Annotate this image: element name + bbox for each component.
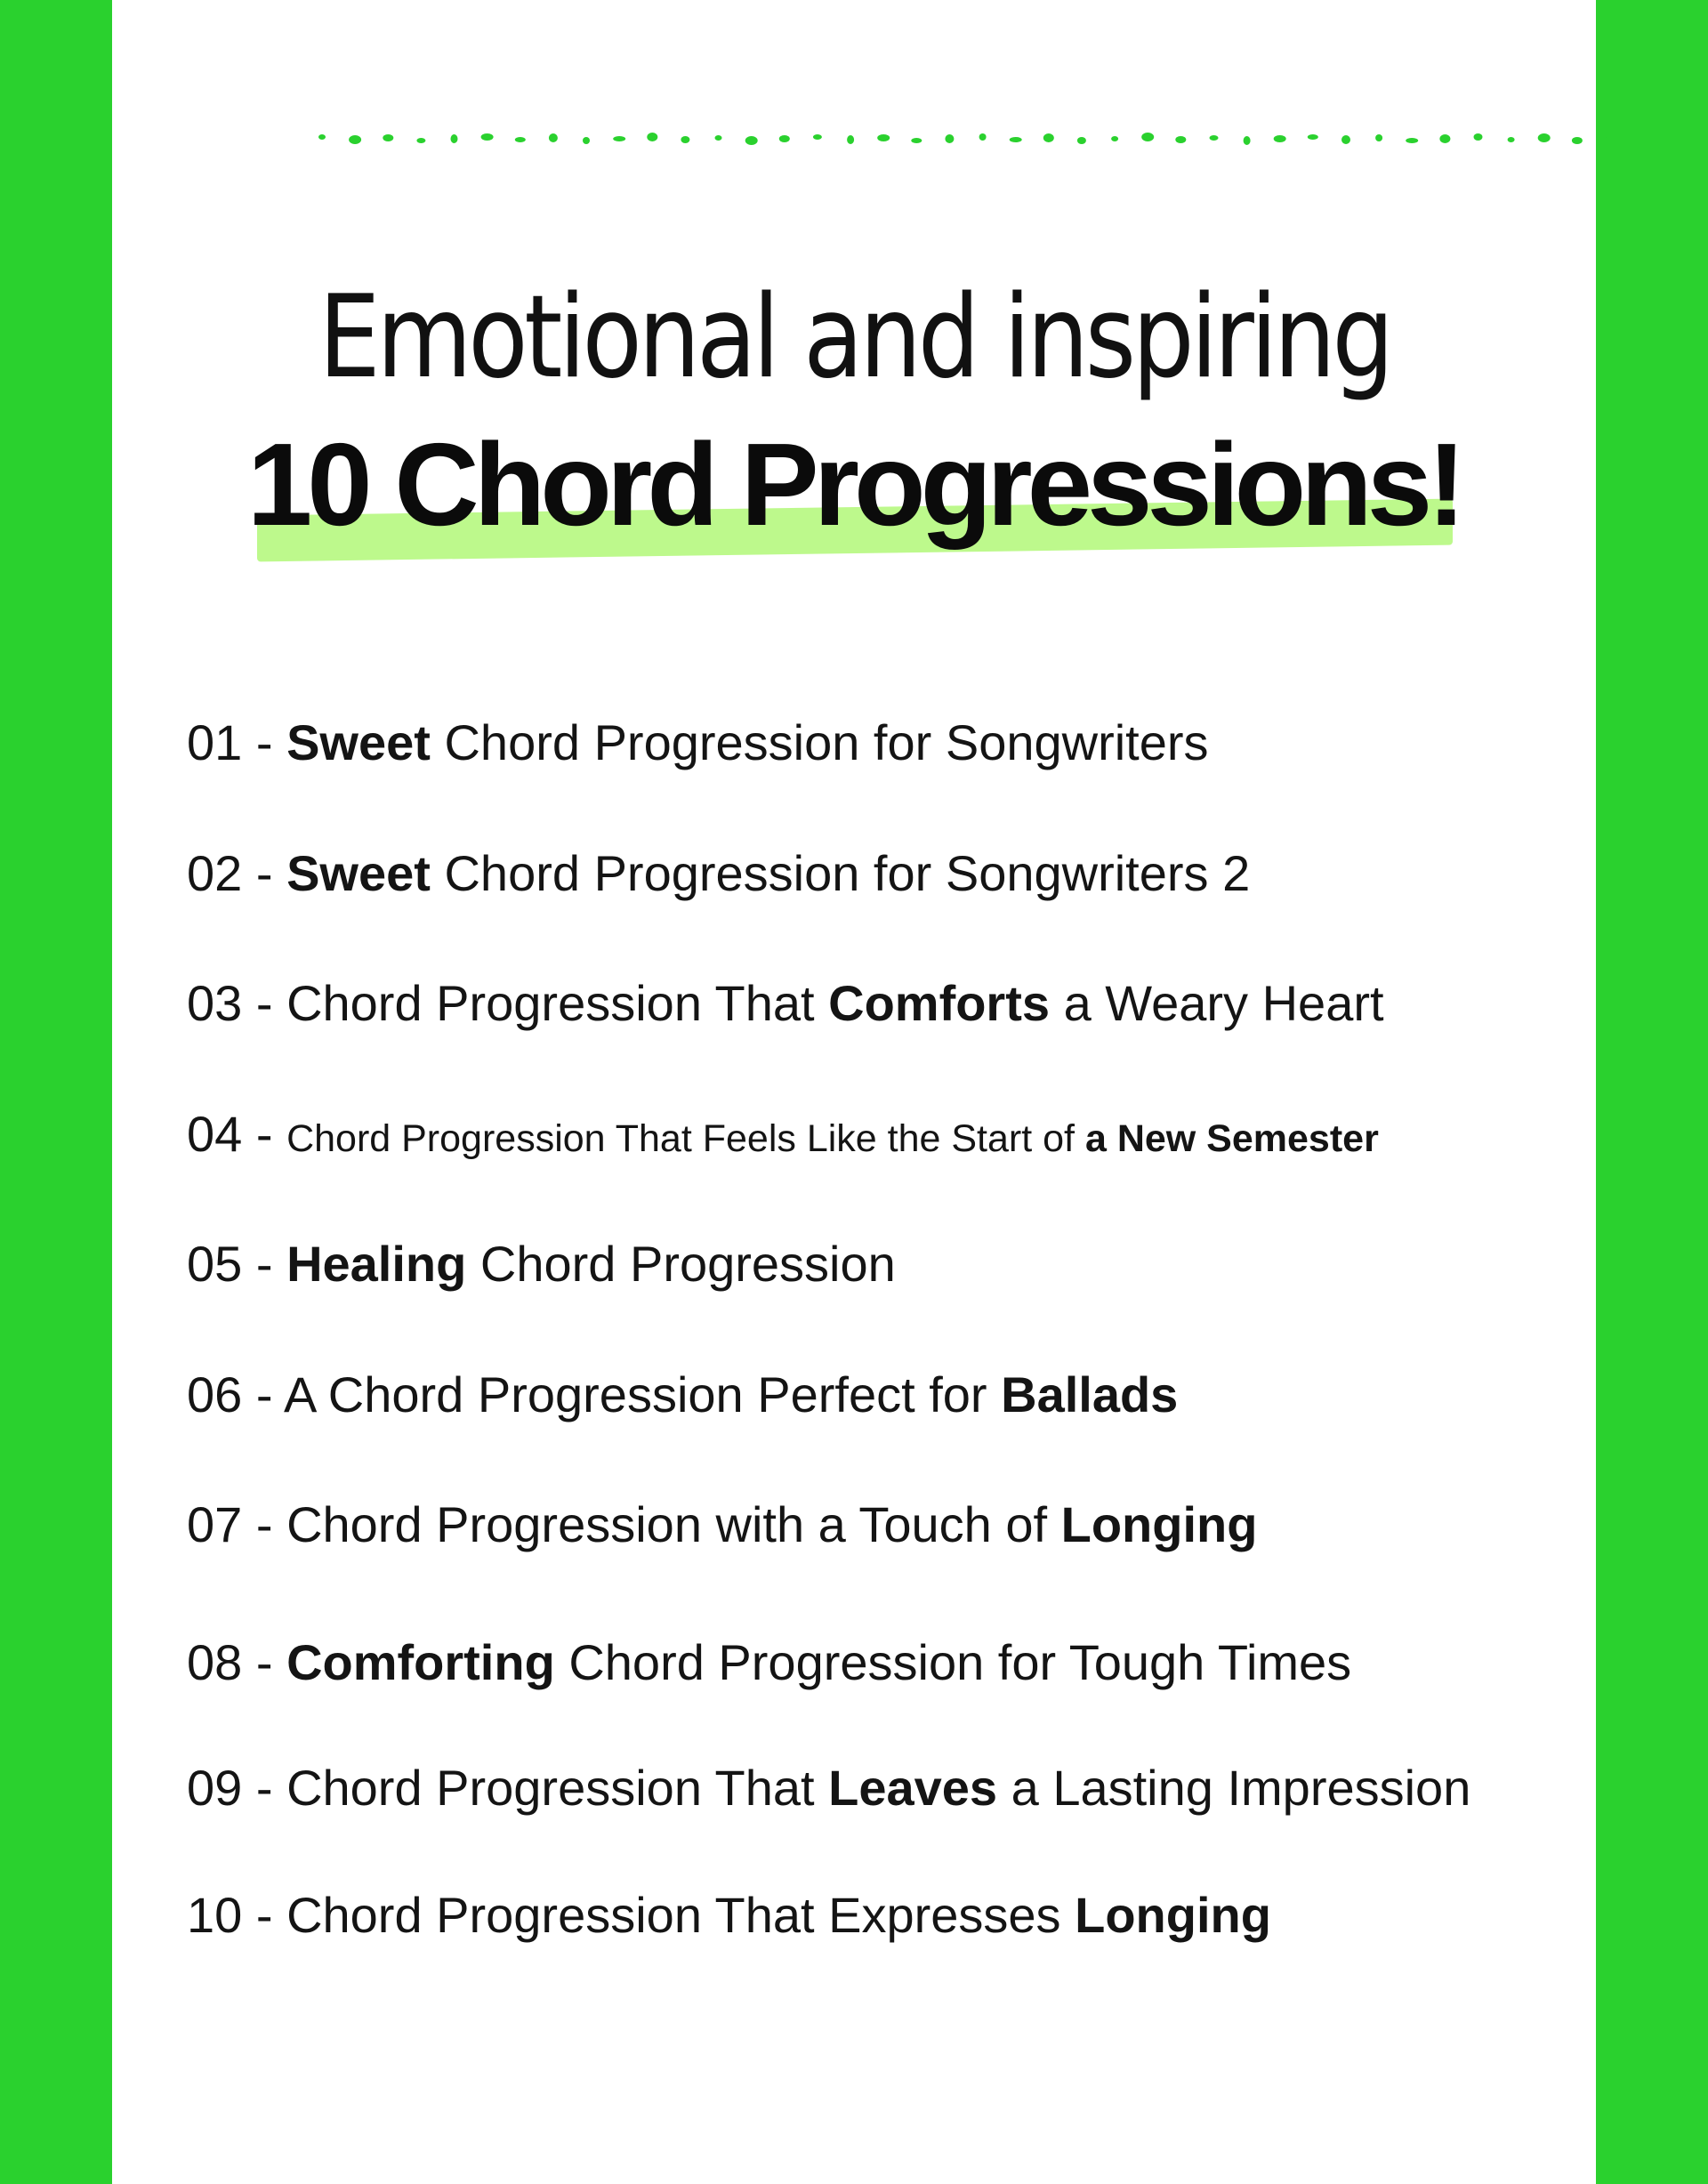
decorative-dot	[1210, 135, 1219, 141]
title-heading-wrap	[112, 418, 1596, 578]
list-item: 06 - A Chord Progression Perfect for Ballads	[187, 1366, 1179, 1422]
decorative-dot	[349, 135, 361, 144]
list-item: 09 - Chord Progression That Leaves a Lasting Impression	[187, 1760, 1471, 1816]
decorative-dot	[979, 133, 987, 141]
decorative-dot	[847, 135, 854, 144]
title-heading: 10 Chord Progressions!	[246, 419, 1462, 550]
decorative-dot	[1274, 135, 1286, 142]
decorative-dot	[1077, 137, 1086, 144]
decorative-dot	[745, 136, 758, 145]
decorative-dot	[647, 133, 657, 141]
list-item: 03 - Chord Progression That Comforts a Weary Heart	[187, 975, 1384, 1031]
list-item: 08 - Comforting Chord Progression for Tough Times	[187, 1634, 1352, 1690]
list-item: 10 - Chord Progression That Expresses Longing	[187, 1887, 1271, 1943]
decorative-dot	[481, 133, 494, 141]
decorative-dot	[583, 137, 590, 144]
decorative-dot-border	[317, 130, 1615, 148]
decorative-dot	[1538, 133, 1551, 142]
decorative-dot	[1375, 134, 1382, 141]
decorative-dot	[779, 135, 790, 142]
decorative-dot	[549, 133, 558, 142]
decorative-dot	[1406, 138, 1418, 143]
decorative-dot	[1341, 135, 1350, 144]
decorative-dot	[715, 135, 722, 141]
decorative-dot	[1606, 136, 1615, 141]
decorative-dot	[1308, 134, 1318, 140]
decorative-dot	[318, 134, 326, 140]
list-item: 01 - Sweet Chord Progression for Songwriters	[187, 714, 1209, 770]
list-item: 02 - Sweet Chord Progression for Songwriters 2	[187, 845, 1251, 901]
decorative-dot	[1508, 137, 1515, 142]
decorative-dot	[1043, 133, 1054, 142]
decorative-dot	[1111, 136, 1118, 141]
decorative-dot	[1474, 133, 1483, 141]
list-item: 07 - Chord Progression with a Touch of Longing	[187, 1496, 1258, 1552]
decorative-dot	[681, 136, 689, 143]
list-item: 05 - Healing Chord Progression	[187, 1236, 896, 1292]
decorative-dot	[451, 134, 458, 143]
list-item: 04 - Chord Progression That Feels Like the Start of a New Semester	[187, 1106, 1379, 1162]
decorative-dot	[813, 134, 822, 140]
decorative-dot	[911, 138, 922, 143]
decorative-dot	[383, 134, 393, 141]
decorative-dot	[1572, 137, 1583, 144]
decorative-dot	[945, 134, 954, 143]
decorative-dot	[877, 134, 890, 141]
decorative-dot	[1439, 134, 1450, 143]
decorative-dot	[1244, 136, 1251, 145]
decorative-dot	[1141, 133, 1154, 141]
title-subheading: Emotional and inspiring	[318, 271, 1390, 404]
decorative-dot	[613, 136, 625, 141]
content-card	[112, 0, 1596, 2184]
decorative-dot	[1010, 137, 1022, 142]
decorative-dot	[416, 138, 425, 143]
decorative-dot	[1175, 136, 1186, 143]
decorative-dot	[515, 137, 526, 142]
